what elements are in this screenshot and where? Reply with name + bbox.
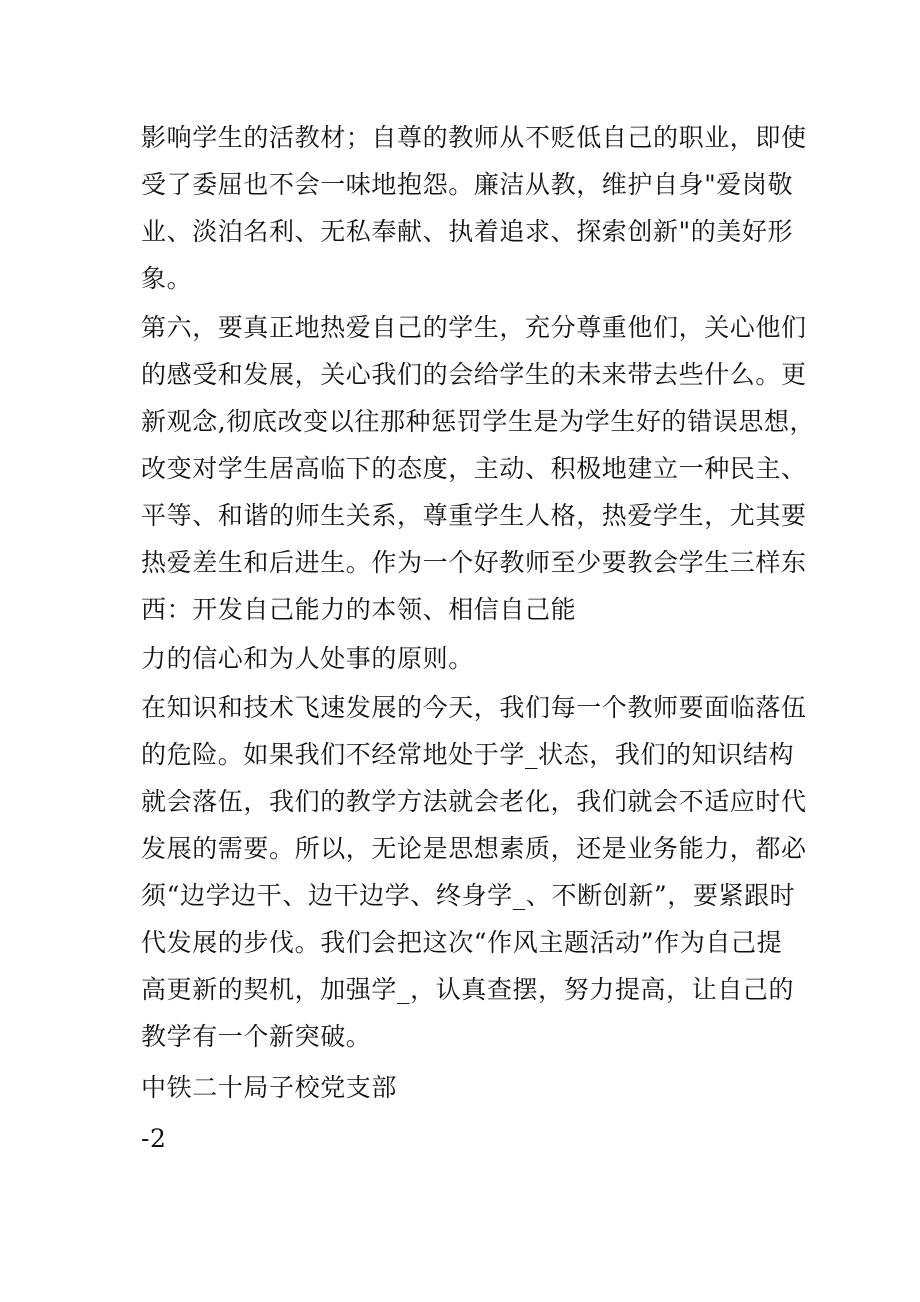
text-line: 象。 xyxy=(141,264,193,293)
text-line: 影响学生的活教材；自尊的教师从不贬低自己的职业，即使 xyxy=(141,123,807,152)
text-line: 教学有一个新突破。 xyxy=(141,1022,372,1051)
page-number: -2 xyxy=(141,1124,167,1153)
text-line: 受了委屈也不会一味地抱怨。廉洁从教，维护自身"爱岗敬 xyxy=(141,170,794,199)
text-line: 西：开发自己能力的本领、相信自己能 xyxy=(141,595,577,624)
text-line: 的感受和发展，关心我们的会给学生的未来带去些什么。更 xyxy=(141,360,807,389)
text-line: 平等、和谐的师生关系，尊重学生人格，热爱学生，尤其要 xyxy=(141,501,807,530)
text-line: 业、淡泊名利、无私奉献、执着追求、探索创新"的美好形 xyxy=(141,217,794,246)
text-line: 发展的需要。所以，无论是思想素质，还是业务能力，都必 xyxy=(141,834,807,863)
text-line: 第六，要真正地热爱自己的学生，充分尊重他们，关心他们 xyxy=(141,313,807,342)
text-line: 热爱差生和后进生。作为一个好教师至少要教会学生三样东 xyxy=(141,548,807,577)
text-line: 在知识和技术飞速发展的今天，我们每一个教师要面临落伍 xyxy=(141,693,807,722)
text-line: 改变对学生居高临下的态度，主动、积极地建立一种民主、 xyxy=(141,454,807,483)
text-line: 高更新的契机，加强学_，认真查摆，努力提高，让自己的 xyxy=(141,975,795,1004)
text-line: 须“边学边干、边干边学、终身学_、不断创新”，要紧跟时 xyxy=(141,881,796,910)
text-line: 代发展的步伐。我们会把这次“作风主题活动”作为自己提 xyxy=(141,928,783,957)
text-line: 新观念,彻底改变以往那种惩罚学生是为学生好的错误思想， xyxy=(141,407,816,436)
text-line: 就会落伍，我们的教学方法就会老化，我们就会不适应时代 xyxy=(141,787,807,816)
text-line: 的危险。如果我们不经常地处于学_状态，我们的知识结构 xyxy=(141,740,795,769)
signature-line: 中铁二十局子校党支部 xyxy=(141,1073,398,1102)
text-line: 力的信心和为人处事的原则。 xyxy=(141,644,474,673)
